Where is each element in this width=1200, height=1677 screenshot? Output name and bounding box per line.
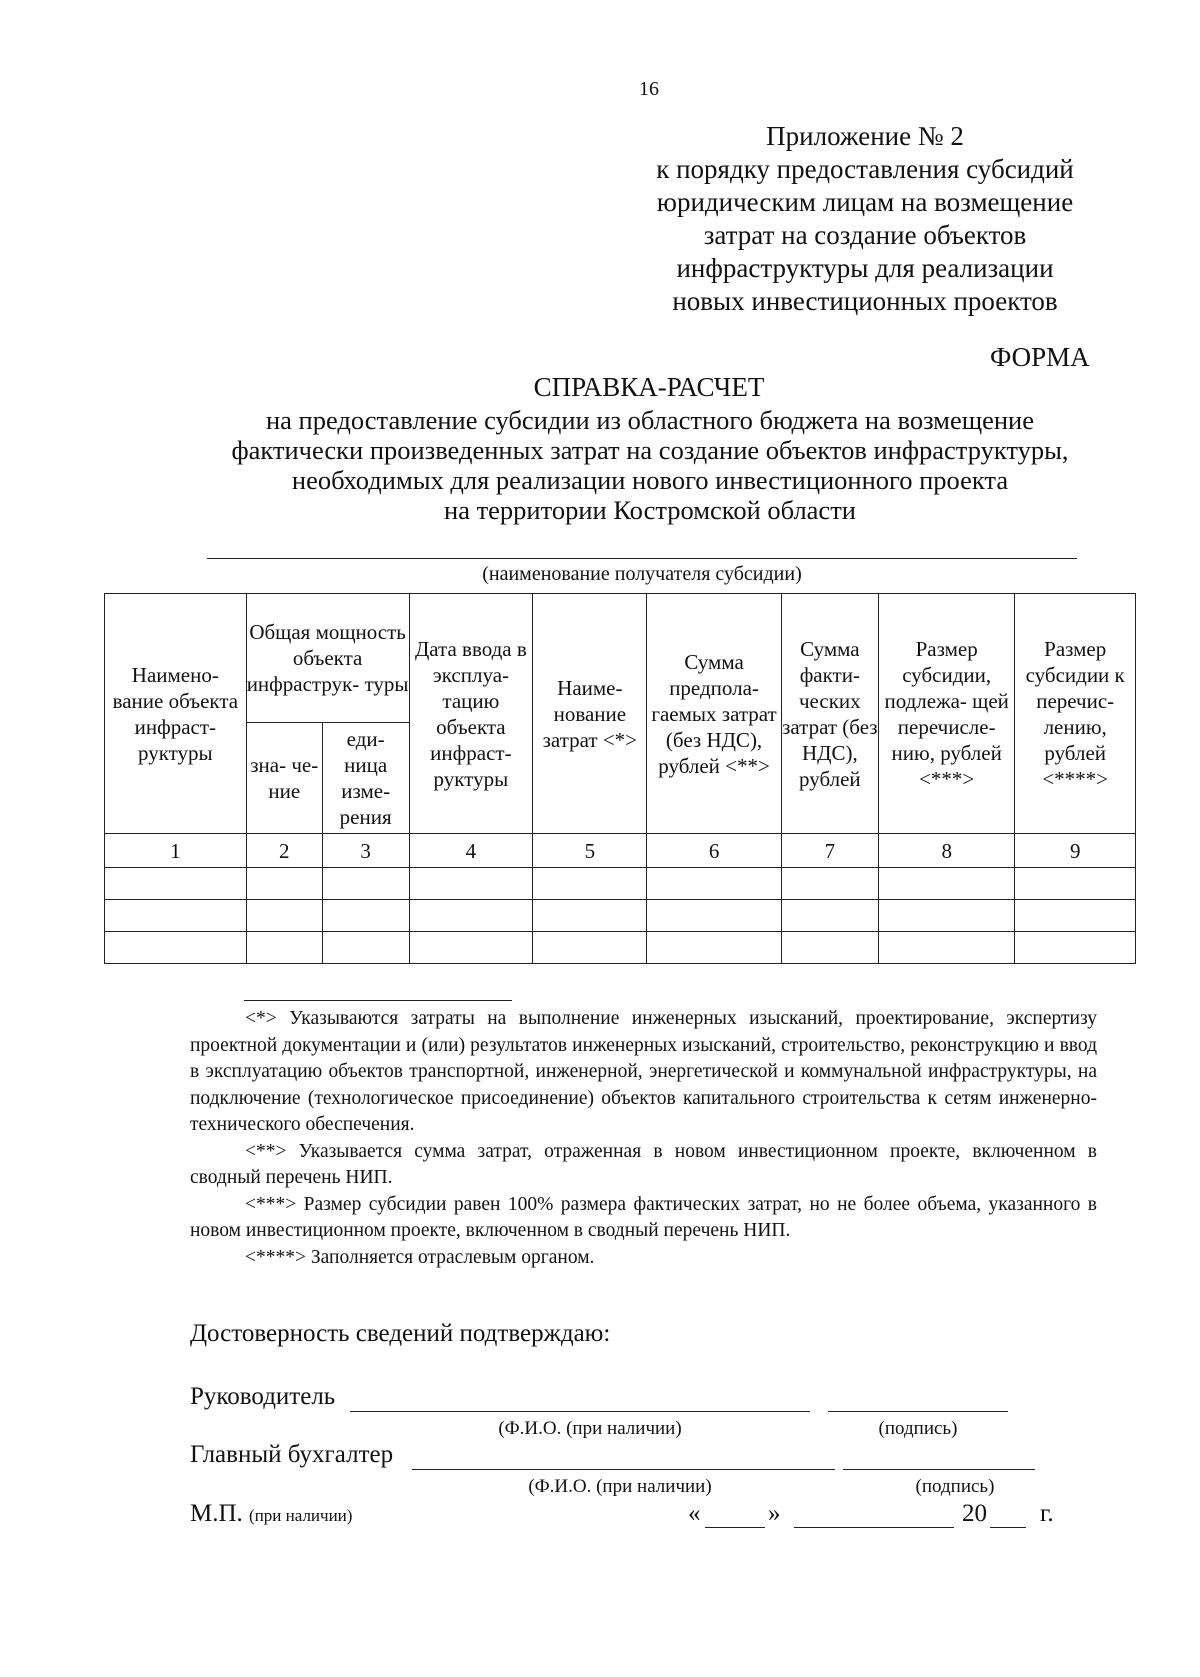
column-number: 6 [647,834,781,868]
table-cell[interactable] [105,900,247,932]
table-row [105,868,1136,900]
header-subsidy-transfer: Размер субсидии к перечис- лению, рублей <****> [1015,594,1136,834]
table-cell[interactable] [246,932,322,964]
date-month-field[interactable] [794,1527,954,1528]
table-cell[interactable] [246,868,322,900]
fio-caption: (Ф.И.О. (при наличии) [528,1476,712,1497]
header-cost-name: Наиме- нование затрат <*> [533,594,647,834]
table-cell[interactable] [781,932,878,964]
document-title: СПРАВКА-РАСЧЕТ [533,372,765,402]
document-subtitle [160,405,1140,525]
table-cell[interactable] [409,932,533,964]
table-cell[interactable] [781,900,878,932]
subsidy-table [104,593,1136,964]
footnotes [190,1006,1097,1271]
subtitle-line: на предоставление субсидии из областного бюджета на возмещение [265,405,1035,435]
subtitle-line: необходимых для реализации нового инвестиционного проекта [291,465,1009,495]
header-capacity-value: зна- че- ние [246,723,322,834]
header-planned-costs: Сумма предпола- гаемых затрат (без НДС), рублей <**> [647,594,781,834]
seal-note: (при наличии) [249,1506,353,1525]
table-cell[interactable] [781,868,878,900]
table-cell[interactable] [322,900,409,932]
signature-caption: (подпись) [878,1418,958,1439]
date-year-field[interactable] [990,1527,1026,1528]
table-cell[interactable] [878,868,1014,900]
table-cell[interactable] [322,932,409,964]
table-cell[interactable] [647,868,781,900]
table-cell[interactable] [647,932,781,964]
year-suffix: г. [1040,1500,1054,1527]
appendix-line: Приложение № 2 [766,121,964,151]
appendix-line: к порядку предоставления субсидий [656,154,1074,184]
footnote-separator [244,1000,512,1001]
year-prefix: 20 [962,1500,987,1527]
date-day-field[interactable] [705,1527,765,1528]
table-cell[interactable] [533,932,647,964]
confirmation-text: Достоверность сведений подтверждаю: [190,1320,611,1347]
table-cell[interactable] [1015,900,1136,932]
appendix-header [640,120,1090,318]
table-cell[interactable] [533,868,647,900]
column-number: 2 [246,834,322,868]
table-cell[interactable] [322,868,409,900]
table-row [105,900,1136,932]
table-cell[interactable] [878,900,1014,932]
column-number: 9 [1015,834,1136,868]
appendix-line: затрат на создание объектов [703,220,1027,250]
table-cell[interactable] [647,900,781,932]
column-number: 1 [105,834,247,868]
header-object-name: Наимено- вание объекта инфраст- руктуры [105,594,247,834]
footnote: <*> Указываются затраты на выполнение инженерных изысканий, проектирование, экспертизу проектной документации и (или) результатов инженерных изысканий, строительство, реконструкцию и ввод в эксплуатацию объектов транспортной, инженерной, энергетической и коммунальной инфраструктуры, на подключение (технологическое присоединение) объектов капитального строительства к сетям инженерно-технического обеспечения. [190,1008,1097,1135]
footnote: <****> Заполняется отраслевым органом. [245,1246,595,1268]
accountant-fio-field[interactable] [412,1469,835,1470]
date-close-quote: » [768,1500,781,1527]
accountant-label: Главный бухгалтер [190,1441,394,1468]
head-label: Руководитель [190,1383,336,1410]
table-cell[interactable] [409,900,533,932]
subtitle-line: на территории Костромской области [444,495,856,525]
subtitle-line: фактически произведенных затрат на создание объектов инфраструктуры, [231,435,1069,465]
table-cell[interactable] [246,900,322,932]
column-number: 4 [409,834,533,868]
appendix-line: новых инвестиционных проектов [672,286,1058,316]
table-cell[interactable] [105,932,247,964]
table-cell[interactable] [878,932,1014,964]
head-signature-field[interactable] [828,1411,1008,1412]
seal-label [190,1500,352,1528]
date-open-quote: « [688,1500,701,1527]
header-actual-costs: Сумма факти- ческих затрат (без НДС), рублей [781,594,878,834]
seal-text: М.П. [190,1500,243,1527]
signature-caption: (подпись) [915,1476,995,1497]
page-number: 16 [639,78,659,100]
header-capacity: Общая мощность объекта инфраструк- туры [246,594,409,723]
fio-caption: (Ф.И.О. (при наличии) [498,1418,682,1439]
table-cell[interactable] [1015,932,1136,964]
table-cell[interactable] [409,868,533,900]
appendix-line: юридическим лицам на возмещение [656,187,1074,217]
recipient-caption: (наименование получателя субсидии) [482,563,802,585]
header-subsidy-due: Размер субсидии, подлежа- щей перечисле- нию, рублей <***> [878,594,1014,834]
table-cell[interactable] [105,868,247,900]
column-number: 5 [533,834,647,868]
footnote: <***> Размер субсидии равен 100% размера фактических затрат, но не более объема, указанного в новом инвестиционном проекте, включенном в сводный перечень НИП. [190,1193,1097,1241]
header-capacity-unit: еди- ница изме- рения [322,723,409,834]
column-number: 7 [781,834,878,868]
table-cell[interactable] [1015,868,1136,900]
appendix-line: инфраструктуры для реализации [676,253,1054,283]
column-number: 8 [878,834,1014,868]
table-row [105,932,1136,964]
accountant-signature-field[interactable] [843,1469,1035,1470]
footnote: <**> Указывается сумма затрат, отраженная в новом инвестиционном проекте, включенном в сводный перечень НИП. [190,1140,1097,1188]
recipient-name-field[interactable] [207,558,1077,559]
header-commission-date: Дата ввода в эксплуа- тацию объекта инфраст- руктуры [409,594,533,834]
form-label: ФОРМА [990,342,1090,372]
column-number: 3 [322,834,409,868]
head-fio-field[interactable] [350,1411,810,1412]
table-cell[interactable] [533,900,647,932]
